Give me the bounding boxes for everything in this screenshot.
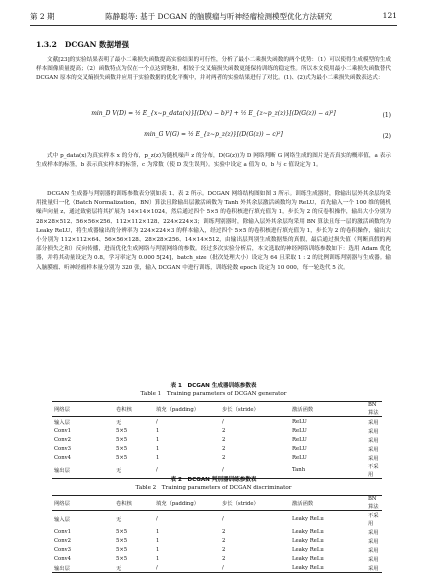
table-cell: / [220, 563, 290, 573]
table-header-cell: 填充（padding） [154, 496, 220, 511]
table-cell: 5×5 [116, 436, 128, 443]
table-cell: 1 [156, 546, 160, 553]
running-header [30, 11, 397, 23]
table-1 [52, 401, 382, 479]
table-2-title-en: Table 2 Training parameters of DCGAN discriminator [135, 484, 292, 491]
table-cell: ReLU [292, 445, 307, 452]
table-header-cell: BN 算法 [366, 496, 382, 511]
table-cell: Conv1 [54, 528, 72, 535]
table-cell: 1 [156, 427, 160, 434]
section-heading [36, 39, 129, 50]
table-cell: 1 [156, 454, 160, 461]
table-cell: 5×5 [116, 555, 128, 562]
table-cell: 输出层 [52, 563, 114, 573]
table-cell: 1 [156, 528, 160, 535]
table-cell: 1 [156, 537, 160, 544]
table-cell: 2 [222, 454, 226, 461]
table-cell: 采用 [368, 556, 379, 563]
table-header-cell: 卷积核 [114, 496, 154, 511]
table-1-title-en: Table 1 Training parameters of DCGAN generator [140, 390, 287, 397]
table-cell: Conv2 [54, 537, 72, 544]
equation-2 [36, 131, 391, 145]
table-2-title-cn: 表 2 DCGAN 判别器训练参数表 [170, 477, 257, 483]
table-cell: / [154, 462, 220, 479]
table-row [52, 435, 382, 444]
table-cell: Conv4 [54, 555, 72, 562]
table-cell: 采用 [368, 455, 379, 462]
table-cell: 无 [116, 517, 122, 523]
table-1-title-cn: 表 1 DCGAN 生成器训练参数表 [170, 383, 257, 389]
table-cell: 采用 [368, 538, 379, 545]
table-2-header-row [52, 496, 382, 511]
table-cell: Conv3 [54, 546, 72, 553]
table-cell: 5×5 [116, 445, 128, 452]
table-cell: / [154, 563, 220, 573]
table-cell: 2 [222, 436, 226, 443]
table-header-cell: 激活函数 [290, 496, 366, 511]
equation-2-formula: min_G V(G) = ½ E_{z∼p_z(z)}[(D(G(z)) − c)²] [144, 131, 283, 138]
equation-1-number: (1) [382, 112, 391, 119]
page-number: 121 [382, 11, 397, 20]
table-1-caption [0, 383, 427, 398]
table-header-cell: 步长（stride） [220, 496, 290, 511]
table-cell: 5×5 [116, 454, 128, 461]
table-cell: 采用 [368, 547, 379, 554]
table-header-cell: BN 算法 [366, 402, 382, 417]
table-cell: 5×5 [116, 546, 128, 553]
table-cell: Leaky ReLu [292, 537, 324, 544]
table-1-body [52, 417, 382, 479]
table-row [52, 511, 382, 528]
table-cell: Leaky ReLu [292, 516, 324, 522]
table-cell: 1 [156, 445, 160, 452]
paragraph-1: 文献[23]的实验结果表明了最小二乘损失函数提高实验结果的可行性，分析了最小二乘损失函数的两个优势：（1）可以使得生成模型的生成样本图像质量提高；（2）函数特点为仅在一个点达到饱和，相较于交叉熵损失函数更能保持训练的稳定性。所以本文使用最小二乘损失函数替代 DCGAN 原本的交叉熵损失函数并应用于实验数据的优化平衡中，并对两者的实验结果进行了对比。(1)、(2)式为最小二乘损失函数表达式： [36, 57, 391, 82]
section-title: DCGAN 数据增强 [64, 40, 130, 49]
table-cell: 不采用 [366, 462, 382, 479]
table-cell: 采用 [368, 446, 379, 453]
paragraph-3: DCGAN 生成器与判别器的训练参数表分别如表 1、表 2 所示。DCGAN 网络结构图如图 3 所示。训练生成器时，除输出层外其余层均采用批量归一化（Batch Normalization，BN）算法且除输出层激活函数为 Tanh 外其余层激活函数均为 ReLU，首先输入一个 100 维的随机噪声向量 z，通过致密层将其扩展为 14×14×1024，然后通过四个 5×5 的卷积核进行填充值为 1，步长为 2 的反卷积操作，输出大小分别为 28×28×512、56×56×256、112×112×128、224×224×3；训练判别器时，除输入层外其余层均采用 BN 算法且每一层的激活函数均为 Leaky ReLU，将生成器输出的分辨率为 224×224×3 的样本输入，经过四个 5×5 的卷积核进行填充值为 1，步长为 2 的卷积操作，输出大小分别为 112×112×64、56×56×128、28×28×256、14×14×512，由输出层判别生成数据集的真假，最后通过损失值（判断真假的两部分损失之和）反向传播，进而优化生成网络与判别网络的参数。经过多次实验分析后，本文选取的神经网络训练参数如下：选用 Adam 优化器，并将其动量设定为 0.8，学习率定为 0.000 5[24]，batch_size（批次处理大小）设定为 64 且采取 1 : 2 的比例训练判别器与生成器。输入脑膜瘤、听神经瘤样本量分别为 320 张，输入 DCGAN 中进行训练，训练轮数 epoch 设定为 10 000，每一轮迭代 5 次。 [36, 191, 391, 271]
table-row [52, 554, 382, 563]
table-cell: 无 [114, 462, 154, 479]
table-cell: 2 [222, 555, 226, 562]
table-row [52, 527, 382, 536]
equation-1 [36, 110, 391, 124]
table-cell: 无 [116, 419, 122, 426]
table-cell: ReLU [292, 418, 307, 425]
table-cell: ReLU [292, 427, 307, 434]
table-cell: 2 [222, 427, 226, 434]
table-cell: / [220, 462, 290, 479]
header-rule [30, 25, 397, 26]
issue-label: 第 2 期 [30, 12, 55, 21]
table-cell: 输出层 [52, 462, 114, 479]
table-cell: Leaky ReLu [292, 546, 324, 553]
table-cell: 2 [222, 537, 226, 544]
table-2-caption [0, 477, 427, 492]
table-2-body [52, 511, 382, 573]
table-cell: 采用 [368, 437, 379, 444]
table-row [52, 426, 382, 435]
table-cell: 输入层 [54, 419, 70, 426]
table-cell: 无 [114, 563, 154, 573]
table-cell: Tanh [290, 462, 366, 479]
table-cell: 2 [222, 528, 226, 535]
table-cell: Leaky ReLu [292, 528, 324, 535]
table-cell: 2 [222, 445, 226, 452]
table-cell: / [156, 418, 158, 425]
table-row [52, 453, 382, 462]
table-row [52, 444, 382, 453]
table-cell: Leaky ReLu [292, 555, 324, 562]
table-cell: / [222, 516, 224, 522]
table-cell: Conv4 [54, 454, 72, 461]
table-header-cell: 激活函数 [290, 402, 366, 417]
table-row [52, 536, 382, 545]
table-cell: 输入层 [54, 517, 70, 523]
table-header-cell: 步长（stride） [220, 402, 290, 417]
equation-2-number: (2) [382, 133, 391, 140]
table-header-cell: 卷积核 [114, 402, 154, 417]
table-cell: 5×5 [116, 537, 128, 544]
table-header-cell: 网络层 [52, 496, 114, 511]
table-cell: 不采用 [368, 513, 379, 527]
table-header-cell: 网络层 [52, 402, 114, 417]
table-cell: ReLU [292, 454, 307, 461]
table-cell: 5×5 [116, 528, 128, 535]
table-cell: 2 [222, 546, 226, 553]
table-cell: 1 [156, 555, 160, 562]
table-row [52, 563, 382, 573]
table-2 [52, 495, 382, 573]
section-number: 1.3.2 [36, 40, 57, 49]
table-cell: / [222, 418, 224, 425]
table-cell: 5×5 [116, 427, 128, 434]
table-header-cell: 填充（padding） [154, 402, 220, 417]
table-cell: Conv1 [54, 427, 72, 434]
table-cell: 采用 [368, 428, 379, 435]
paragraph-2: 式中 p_data(x)为真实样本 x 的分布，p_z(z)为随机噪声 z 的分布，D(G(z))为 D 网络判断 G 网络生成的图片是否真实的概率值，a 表示生成样本的标签，b 表示真实样本的标签，c 为常数（使 D 发生误判）。实验中设定 a 值为 0，b 与 c 值设定为 1。 [36, 153, 391, 169]
table-cell: Conv2 [54, 436, 72, 443]
running-title: 陈静聪等: 基于 DCGAN 的脑膜瘤与听神经瘤检测模型优化方法研究 [105, 12, 333, 21]
table-cell: Conv3 [54, 445, 72, 452]
equation-1-formula: min_D V(D) = ½ E_{x∼p_data(x)}[(D(x) − b)²] + ½ E_{z∼p_z(z)}[(D(G(z)) − a)²] [91, 110, 336, 117]
table-cell: 1 [156, 436, 160, 443]
table-cell: Leaky ReLu [290, 563, 366, 573]
table-cell: 采用 [368, 419, 379, 426]
table-1-header-row [52, 402, 382, 417]
table-cell: 采用 [368, 529, 379, 536]
table-cell: ReLU [292, 436, 307, 443]
table-cell: / [156, 516, 158, 522]
table-row [52, 545, 382, 554]
table-row [52, 417, 382, 427]
table-cell: 采用 [366, 563, 382, 573]
